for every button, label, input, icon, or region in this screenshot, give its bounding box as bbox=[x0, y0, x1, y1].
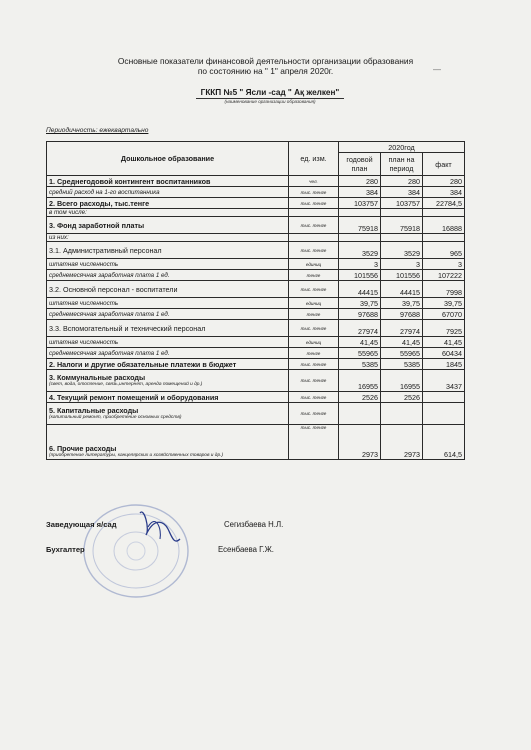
value-fact: 67070 bbox=[423, 309, 465, 320]
row-label-cell bbox=[47, 337, 289, 348]
row-unit: единиц bbox=[289, 298, 339, 309]
value-period: 384 bbox=[381, 187, 423, 198]
value-period bbox=[381, 403, 423, 425]
value-plan: 101556 bbox=[339, 270, 381, 281]
table-row bbox=[47, 425, 465, 460]
value-fact bbox=[423, 234, 465, 242]
row-label-cell bbox=[47, 209, 289, 217]
value-plan: 280 bbox=[339, 176, 381, 187]
value-period: 5385 bbox=[381, 359, 423, 370]
value-fact bbox=[423, 403, 465, 425]
value-plan: 3 bbox=[339, 259, 381, 270]
table-row bbox=[47, 242, 465, 259]
value-period: 103757 bbox=[381, 198, 423, 209]
organization-note: (наименование организации образования) bbox=[224, 99, 316, 104]
row-label-cell bbox=[47, 298, 289, 309]
row-label: среднемесячная заработная плата 1 ед. bbox=[49, 310, 170, 318]
value-period: 2526 bbox=[381, 392, 423, 403]
value-plan: 2526 bbox=[339, 392, 381, 403]
header-plan-year: годовой план bbox=[339, 153, 381, 176]
accountant-signature-name: Есенбаева Г.Ж. bbox=[218, 545, 274, 554]
table-row bbox=[47, 270, 465, 281]
value-fact: 16888 bbox=[423, 217, 465, 234]
row-unit: единиц bbox=[289, 337, 339, 348]
row-label: штатная численность bbox=[49, 299, 119, 307]
value-plan: 3529 bbox=[339, 242, 381, 259]
value-fact: 7998 bbox=[423, 281, 465, 298]
row-label-cell bbox=[47, 187, 289, 198]
row-label: 1. Среднегодовой контингент воспитанников bbox=[49, 176, 211, 186]
value-fact: 3 bbox=[423, 259, 465, 270]
accountant-signature-label: Бухгалтер bbox=[46, 545, 85, 554]
value-fact: 384 bbox=[423, 187, 465, 198]
table-row bbox=[47, 309, 465, 320]
table-row bbox=[47, 209, 465, 217]
value-fact: 1845 bbox=[423, 359, 465, 370]
row-label: 3.1. Административный персонал bbox=[49, 245, 162, 255]
row-label: штатная численность bbox=[49, 338, 119, 346]
value-fact: 41,45 bbox=[423, 337, 465, 348]
organization-name: ГККП №5 " Ясли -сад " Ақ желкен" bbox=[196, 88, 344, 99]
row-label: 3. Коммунальные расходы bbox=[49, 373, 146, 382]
row-unit: тыс. тенге bbox=[289, 370, 339, 392]
row-label-cell bbox=[47, 259, 289, 270]
value-period: 97688 bbox=[381, 309, 423, 320]
table-row bbox=[47, 176, 465, 187]
row-label: штатная численность bbox=[49, 260, 119, 268]
value-fact: 280 bbox=[423, 176, 465, 187]
periodicity: Периодичность: ежеквартально bbox=[46, 127, 149, 134]
row-unit: тыс. тенге bbox=[289, 198, 339, 209]
value-plan: 5385 bbox=[339, 359, 381, 370]
table-row bbox=[47, 359, 465, 370]
row-label-cell bbox=[47, 392, 289, 403]
value-fact: 965 bbox=[423, 242, 465, 259]
value-plan: 44415 bbox=[339, 281, 381, 298]
row-unit: тыс. тенге bbox=[289, 217, 339, 234]
row-label-cell bbox=[47, 270, 289, 281]
value-period: 3529 bbox=[381, 242, 423, 259]
header-fact: факт bbox=[423, 153, 465, 176]
row-label: 2. Налоги и другие обязательные платежи в бюджет bbox=[49, 359, 237, 369]
value-fact: 39,75 bbox=[423, 298, 465, 309]
row-label-cell bbox=[47, 309, 289, 320]
header-plan-period: план на период bbox=[381, 153, 423, 176]
value-plan: 2973 bbox=[339, 425, 381, 460]
row-unit: тенге bbox=[289, 309, 339, 320]
corner-mark: — bbox=[433, 65, 441, 74]
value-fact: 7925 bbox=[423, 320, 465, 337]
row-label-cell bbox=[47, 403, 289, 425]
row-label-cell bbox=[47, 425, 289, 460]
row-unit: чел. bbox=[289, 176, 339, 187]
row-label: 6. Прочие расходы bbox=[49, 444, 117, 453]
header-year: 2020год bbox=[339, 142, 465, 153]
value-fact: 22784,5 bbox=[423, 198, 465, 209]
table-row bbox=[47, 370, 465, 392]
row-unit: единиц bbox=[289, 259, 339, 270]
value-fact: 3437 bbox=[423, 370, 465, 392]
row-label: 3.2. Основной персонал - воспитатели bbox=[49, 284, 178, 294]
row-label-cell bbox=[47, 359, 289, 370]
row-label: из них: bbox=[49, 234, 69, 241]
row-unit: тыс. тенге bbox=[289, 359, 339, 370]
table-row bbox=[47, 281, 465, 298]
value-period: 280 bbox=[381, 176, 423, 187]
value-plan bbox=[339, 234, 381, 242]
row-label-cell bbox=[47, 217, 289, 234]
value-period: 3 bbox=[381, 259, 423, 270]
head-signature-name: Сегизбаева Н.Л. bbox=[224, 520, 284, 529]
table-row bbox=[47, 348, 465, 359]
value-fact: 60434 bbox=[423, 348, 465, 359]
row-unit: тыс. тенге bbox=[289, 403, 339, 425]
row-label: 2. Всего расходы, тыс.тенге bbox=[49, 198, 150, 208]
table-row bbox=[47, 234, 465, 242]
header-category: Дошкольное образование bbox=[47, 142, 289, 176]
row-note: (капитальный ремонт, приобретение основных средств) bbox=[49, 415, 182, 420]
row-label: средний расход на 1-го воспитанника bbox=[49, 188, 160, 196]
value-plan bbox=[339, 209, 381, 217]
row-label: среднемесячная заработная плата 1 ед. bbox=[49, 349, 170, 357]
table-row bbox=[47, 217, 465, 234]
value-plan: 39,75 bbox=[339, 298, 381, 309]
value-fact: 107222 bbox=[423, 270, 465, 281]
document-title: Основные показатели финансовой деятельности организации образования bbox=[117, 56, 414, 66]
row-label-cell bbox=[47, 348, 289, 359]
financial-table bbox=[46, 141, 465, 460]
row-unit: тыс. тенге bbox=[289, 392, 339, 403]
value-period: 39,75 bbox=[381, 298, 423, 309]
value-fact bbox=[423, 209, 465, 217]
head-signature-label: Заведующая я/сад bbox=[46, 520, 117, 529]
value-period: 16955 bbox=[381, 370, 423, 392]
value-fact bbox=[423, 392, 465, 403]
row-label-cell bbox=[47, 176, 289, 187]
value-period bbox=[381, 234, 423, 242]
row-unit bbox=[289, 234, 339, 242]
value-plan bbox=[339, 403, 381, 425]
row-label-cell bbox=[47, 320, 289, 337]
row-unit: тыс. тенге bbox=[289, 425, 339, 460]
table-row bbox=[47, 337, 465, 348]
row-label-cell bbox=[47, 234, 289, 242]
value-period: 44415 bbox=[381, 281, 423, 298]
row-label-cell bbox=[47, 370, 289, 392]
row-unit bbox=[289, 209, 339, 217]
row-label: 3. Фонд заработной платы bbox=[49, 220, 145, 230]
value-period bbox=[381, 209, 423, 217]
table-row bbox=[47, 259, 465, 270]
value-plan: 41,45 bbox=[339, 337, 381, 348]
row-label-cell bbox=[47, 281, 289, 298]
value-period: 27974 bbox=[381, 320, 423, 337]
document-date: по состоянию на " 1" апреля 2020г. bbox=[197, 66, 334, 76]
row-unit: тенге bbox=[289, 270, 339, 281]
value-plan: 384 bbox=[339, 187, 381, 198]
value-fact: 614,5 bbox=[423, 425, 465, 460]
row-label: 5. Капитальные расходы bbox=[49, 406, 139, 415]
header-unit: ед. изм. bbox=[289, 142, 339, 176]
value-period: 55965 bbox=[381, 348, 423, 359]
table-row bbox=[47, 198, 465, 209]
value-plan: 75918 bbox=[339, 217, 381, 234]
official-stamp bbox=[78, 499, 198, 609]
row-label: 3.3. Вспомогательный и технический персонал bbox=[49, 323, 206, 333]
value-plan: 16955 bbox=[339, 370, 381, 392]
value-period: 75918 bbox=[381, 217, 423, 234]
table-row bbox=[47, 187, 465, 198]
table-row bbox=[47, 392, 465, 403]
row-label-cell bbox=[47, 242, 289, 259]
table-row bbox=[47, 403, 465, 425]
row-label: в том числе: bbox=[49, 209, 87, 216]
value-plan: 103757 bbox=[339, 198, 381, 209]
value-plan: 55965 bbox=[339, 348, 381, 359]
table-row bbox=[47, 320, 465, 337]
table-row bbox=[47, 298, 465, 309]
row-label: среднемесячная заработная плата 1 ед. bbox=[49, 271, 170, 279]
row-note: (свет, вода, отопление, связь,интернет, аренда помещений и др.) bbox=[49, 382, 203, 387]
value-period: 2973 bbox=[381, 425, 423, 460]
value-plan: 97688 bbox=[339, 309, 381, 320]
row-unit: тыс. тенге bbox=[289, 242, 339, 259]
value-period: 101556 bbox=[381, 270, 423, 281]
row-unit: тыс. тенге bbox=[289, 320, 339, 337]
row-label-cell bbox=[47, 198, 289, 209]
value-plan: 27974 bbox=[339, 320, 381, 337]
row-unit: тенге bbox=[289, 348, 339, 359]
row-unit: тыс. тенге bbox=[289, 187, 339, 198]
row-label: 4. Текущий ремонт помещений и оборудования bbox=[49, 392, 219, 402]
value-period: 41,45 bbox=[381, 337, 423, 348]
row-unit: тыс. тенге bbox=[289, 281, 339, 298]
row-note: (приобретение литературы, канцелярских и хозяйственных товаров и др.) bbox=[49, 453, 224, 458]
